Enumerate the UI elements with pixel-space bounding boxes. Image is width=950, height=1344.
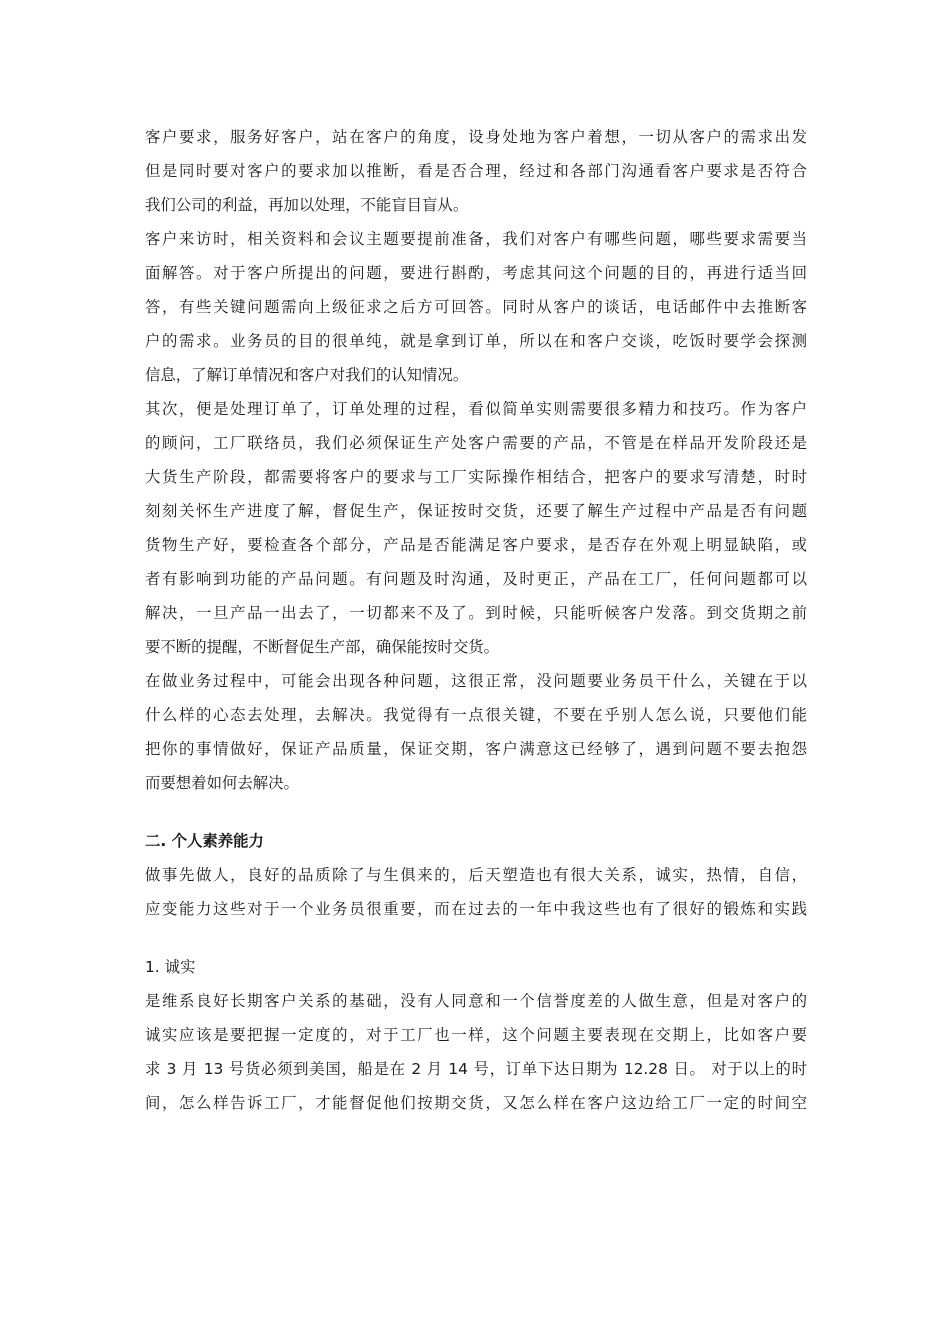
text-line: 但是同时要对客户的要求加以推断，看是否合理，经过和各部门沟通看客户要求是否符合 [145, 162, 807, 180]
text-line: 大货生产阶段，都需要将客户的要求与工厂实际操作相结合，把客户的要求写清楚，时时 [145, 468, 807, 486]
subsection-heading: 1. 诚实 [145, 958, 196, 976]
text-line: 客户来访时，相关资料和会议主题要提前准备，我们对客户有哪些问题，哪些要求需要当 [145, 230, 807, 248]
paragraph-gap [145, 800, 807, 824]
text-line: 把你的事情做好，保证产品质量，保证交期，客户满意这已经够了，遇到问题不要去抱怨 [145, 740, 807, 758]
text-line: 什么样的心态去处理，去解决。我觉得有一点很关键，不要在乎别人怎么说，只要他们能 [145, 706, 807, 724]
text-line: 信息，了解订单情况和客户对我们的认知情况。 [145, 366, 469, 384]
text-line: 求 3 月 13 号货必须到美国，船是在 2 月 14 号，订单下达日期为 12.28 日。 对于以上的时 [145, 1060, 807, 1078]
text-line: 的顾问，工厂联络员，我们必须保证生产处客户需要的产品，不管是在样品开发阶段还是 [145, 434, 807, 452]
paragraph-gap [145, 926, 807, 950]
section-heading: 二. 个人素养能力 [145, 832, 264, 850]
text-line: 做事先做人，良好的品质除了与生俱来的，后天塑造也有很大关系，诚实，热情，自信， [145, 866, 807, 884]
text-line: 是维系良好长期客户关系的基础，没有人同意和一个信誉度差的人做生意，但是对客户的 [145, 992, 807, 1010]
text-line: 面解答。对于客户所提出的问题，要进行斟酌，考虑其问这个问题的目的，再进行适当回 [145, 264, 807, 282]
text-line: 我们公司的利益，再加以处理，不能盲目盲从。 [145, 196, 469, 214]
text-line: 者有影响到功能的产品问题。有问题及时沟通，及时更正，产品在工厂，任何问题都可以 [145, 570, 807, 588]
text-line: 应变能力这些对于一个业务员很重要，而在过去的一年中我这些也有了很好的锻炼和实践 [145, 900, 807, 918]
text-line: 在做业务过程中，可能会出现各种问题，这很正常，没问题要业务员干什么，关键在于以 [145, 672, 807, 690]
text-line: 而要想着如何去解决。 [145, 774, 299, 792]
text-line: 货物生产好，要检查各个部分，产品是否能满足客户要求，是否存在外观上明显缺陷，或 [145, 536, 807, 554]
text-line: 刻刻关怀生产进度了解，督促生产，保证按时交货，还要了解生产过程中产品是否有问题 [145, 502, 807, 520]
text-line: 间，怎么样告诉工厂，才能督促他们按期交货，又怎么样在客户这边给工厂一定的时间空 [145, 1094, 807, 1112]
text-line: 客户要求，服务好客户，站在客户的角度，设身处地为客户着想，一切从客户的需求出发 [145, 128, 807, 146]
text-line: 户的需求。业务员的目的很单纯，就是拿到订单，所以在和客户交谈，吃饭时要学会探测 [145, 332, 807, 350]
text-line: 要不断的提醒，不断督促生产部，确保能按时交货。 [145, 638, 499, 656]
text-line: 其次，便是处理订单了，订单处理的过程，看似简单实则需要很多精力和技巧。作为客户 [145, 400, 807, 418]
text-line: 答，有些关键问题需向上级征求之后方可回答。同时从客户的谈话，电话邮件中去推断客 [145, 298, 807, 316]
document-body [145, 120, 807, 1120]
text-line: 诚实应该是要把握一定度的，对于工厂也一样，这个问题主要表现在交期上，比如客户要 [145, 1026, 807, 1044]
text-line: 解决，一旦产品一出去了，一切都来不及了。到时候，只能听候客户发落。到交货期之前 [145, 604, 807, 622]
